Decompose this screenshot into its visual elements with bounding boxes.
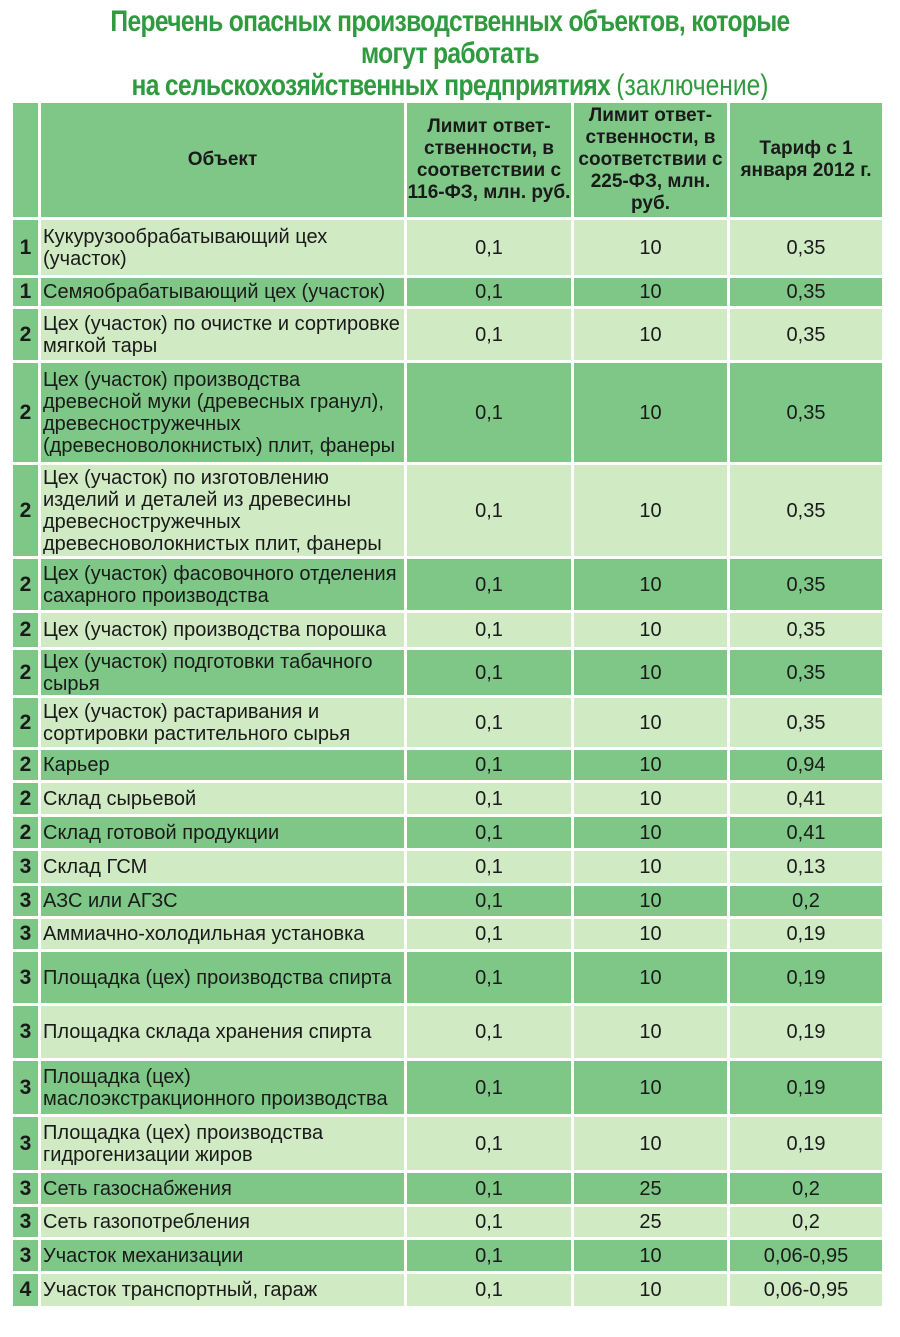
cell-limit-225: 10: [573, 558, 729, 612]
cell-limit-225: 10: [573, 649, 729, 697]
cell-limit-116: 0,1: [406, 219, 573, 277]
title-suffix: (заключение): [616, 69, 769, 102]
cell-hazard-class: 3: [12, 1172, 40, 1206]
cell-limit-225: 25: [573, 1172, 729, 1206]
cell-limit-225: 10: [573, 749, 729, 782]
cell-tariff: 0,19: [729, 951, 884, 1005]
table-row: [12, 918, 884, 951]
table-row: [12, 816, 884, 850]
cell-limit-116: 0,1: [406, 277, 573, 308]
cell-object: Склад ГСМ: [40, 850, 406, 885]
cell-hazard-class: 3: [12, 1239, 40, 1273]
table-row: [12, 649, 884, 697]
cell-limit-225: 25: [573, 1206, 729, 1239]
cell-limit-225: 10: [573, 308, 729, 362]
table-header-row: [12, 102, 884, 219]
cell-limit-116: 0,1: [406, 1116, 573, 1172]
cell-limit-225: 10: [573, 850, 729, 885]
cell-limit-225: 10: [573, 1005, 729, 1060]
cell-hazard-class: 1: [12, 277, 40, 308]
cell-limit-116: 0,1: [406, 612, 573, 649]
table-row: [12, 1116, 884, 1172]
table-row: [12, 697, 884, 749]
title-line-1: Перечень опасных производственных объектов, которые могут работать: [110, 5, 790, 70]
cell-limit-225: 10: [573, 362, 729, 464]
header-tariff: Тариф с 1 января 2012 г.: [729, 102, 884, 219]
cell-limit-116: 0,1: [406, 1273, 573, 1308]
cell-object: Цех (участок) фасовочного отделения сахарного производства: [40, 558, 406, 612]
cell-tariff: 0,35: [729, 649, 884, 697]
cell-hazard-class: 3: [12, 1005, 40, 1060]
table-row: [12, 362, 884, 464]
cell-limit-116: 0,1: [406, 1005, 573, 1060]
header-num: [12, 102, 40, 219]
cell-object: Площадка (цех) производства гидрогенизации жиров: [40, 1116, 406, 1172]
cell-hazard-class: 3: [12, 885, 40, 918]
cell-object: Цех (участок) по изготовлению изделий и деталей из древесины древесностружечных древесноволокнистых плит, фанеры: [40, 464, 406, 558]
cell-tariff: 0,35: [729, 558, 884, 612]
cell-tariff: 0,35: [729, 464, 884, 558]
cell-limit-225: 10: [573, 1060, 729, 1116]
cell-tariff: 0,94: [729, 749, 884, 782]
table-row: [12, 1273, 884, 1308]
cell-limit-225: 10: [573, 1239, 729, 1273]
cell-hazard-class: 3: [12, 918, 40, 951]
table-row: [12, 1172, 884, 1206]
table-row: [12, 1005, 884, 1060]
objects-table: [10, 100, 885, 1309]
objects-table-container: [10, 100, 882, 1309]
cell-limit-225: 10: [573, 464, 729, 558]
page-title: [89, 6, 811, 102]
cell-hazard-class: 2: [12, 697, 40, 749]
cell-object: Площадка (цех) маслоэкстракционного производства: [40, 1060, 406, 1116]
cell-limit-116: 0,1: [406, 308, 573, 362]
cell-tariff: 0,35: [729, 277, 884, 308]
cell-object: Склад сырьевой: [40, 782, 406, 816]
cell-object: Семяобрабатывающий цех (участок): [40, 277, 406, 308]
header-limit-225: Лимит ответ-ственности, в соответствии с 225-ФЗ, млн. руб.: [573, 102, 729, 219]
table-row: [12, 558, 884, 612]
cell-limit-116: 0,1: [406, 1060, 573, 1116]
cell-limit-116: 0,1: [406, 850, 573, 885]
cell-limit-116: 0,1: [406, 362, 573, 464]
cell-limit-225: 10: [573, 816, 729, 850]
table-row: [12, 850, 884, 885]
cell-object: Цех (участок) подготовки табачного сырья: [40, 649, 406, 697]
cell-tariff: 0,35: [729, 697, 884, 749]
cell-limit-225: 10: [573, 612, 729, 649]
cell-limit-225: 10: [573, 697, 729, 749]
title-line-2: [89, 70, 811, 102]
table-row: [12, 951, 884, 1005]
cell-tariff: 0,19: [729, 918, 884, 951]
cell-object: Участок механизации: [40, 1239, 406, 1273]
cell-hazard-class: 3: [12, 1060, 40, 1116]
table-row: [12, 885, 884, 918]
cell-hazard-class: 2: [12, 362, 40, 464]
cell-object: Цех (участок) производства порошка: [40, 612, 406, 649]
cell-object: Сеть газопотребления: [40, 1206, 406, 1239]
cell-hazard-class: 2: [12, 464, 40, 558]
cell-tariff: 0,19: [729, 1060, 884, 1116]
table-row: [12, 219, 884, 277]
cell-limit-225: 10: [573, 885, 729, 918]
cell-limit-116: 0,1: [406, 558, 573, 612]
cell-tariff: 0,35: [729, 612, 884, 649]
cell-object: Площадка склада хранения спирта: [40, 1005, 406, 1060]
cell-hazard-class: 2: [12, 649, 40, 697]
cell-object: Склад готовой продукции: [40, 816, 406, 850]
cell-object: Цех (участок) по очистке и сортировке мягкой тары: [40, 308, 406, 362]
table-row: [12, 612, 884, 649]
cell-limit-116: 0,1: [406, 697, 573, 749]
cell-limit-225: 10: [573, 1116, 729, 1172]
cell-tariff: 0,06-0,95: [729, 1239, 884, 1273]
cell-hazard-class: 2: [12, 816, 40, 850]
cell-limit-116: 0,1: [406, 1239, 573, 1273]
cell-object: Кукурузообрабатывающий цех (участок): [40, 219, 406, 277]
cell-hazard-class: 2: [12, 782, 40, 816]
cell-limit-225: 10: [573, 918, 729, 951]
header-limit-116: Лимит ответ-ственности, в соответствии с 116-ФЗ, млн. руб.: [406, 102, 573, 219]
cell-limit-116: 0,1: [406, 464, 573, 558]
cell-limit-116: 0,1: [406, 649, 573, 697]
cell-tariff: 0,19: [729, 1005, 884, 1060]
cell-hazard-class: 2: [12, 308, 40, 362]
cell-object: Сеть газоснабжения: [40, 1172, 406, 1206]
cell-object: Цех (участок) растаривания и сортировки растительного сырья: [40, 697, 406, 749]
cell-hazard-class: 3: [12, 850, 40, 885]
table-row: [12, 1060, 884, 1116]
table-row: [12, 782, 884, 816]
title-line-2-main: на сельскохозяйственных предприятиях: [131, 69, 611, 102]
cell-limit-225: 10: [573, 277, 729, 308]
cell-limit-116: 0,1: [406, 951, 573, 1005]
cell-tariff: 0,35: [729, 362, 884, 464]
cell-hazard-class: 4: [12, 1273, 40, 1308]
cell-tariff: 0,35: [729, 308, 884, 362]
cell-object: Аммиачно-холодильная установка: [40, 918, 406, 951]
cell-tariff: 0,35: [729, 219, 884, 277]
cell-hazard-class: 3: [12, 1116, 40, 1172]
table-row: [12, 308, 884, 362]
cell-limit-225: 10: [573, 219, 729, 277]
cell-object: Участок транспортный, гараж: [40, 1273, 406, 1308]
cell-tariff: 0,2: [729, 1172, 884, 1206]
cell-tariff: 0,13: [729, 850, 884, 885]
cell-limit-116: 0,1: [406, 1206, 573, 1239]
table-body: [12, 219, 884, 1308]
cell-tariff: 0,06-0,95: [729, 1273, 884, 1308]
cell-limit-225: 10: [573, 951, 729, 1005]
cell-object: Площадка (цех) производства спирта: [40, 951, 406, 1005]
table-row: [12, 277, 884, 308]
cell-tariff: 0,41: [729, 816, 884, 850]
cell-tariff: 0,2: [729, 885, 884, 918]
table-row: [12, 1206, 884, 1239]
cell-limit-116: 0,1: [406, 782, 573, 816]
cell-limit-225: 10: [573, 782, 729, 816]
cell-hazard-class: 3: [12, 1206, 40, 1239]
cell-limit-116: 0,1: [406, 816, 573, 850]
cell-object: Карьер: [40, 749, 406, 782]
cell-limit-116: 0,1: [406, 918, 573, 951]
cell-hazard-class: 2: [12, 749, 40, 782]
header-object: Объект: [40, 102, 406, 219]
cell-limit-116: 0,1: [406, 885, 573, 918]
cell-tariff: 0,19: [729, 1116, 884, 1172]
cell-hazard-class: 1: [12, 219, 40, 277]
table-row: [12, 464, 884, 558]
cell-hazard-class: 2: [12, 558, 40, 612]
cell-tariff: 0,2: [729, 1206, 884, 1239]
cell-limit-116: 0,1: [406, 749, 573, 782]
table-row: [12, 749, 884, 782]
table-row: [12, 1239, 884, 1273]
cell-hazard-class: 2: [12, 612, 40, 649]
cell-limit-116: 0,1: [406, 1172, 573, 1206]
cell-limit-225: 10: [573, 1273, 729, 1308]
cell-hazard-class: 3: [12, 951, 40, 1005]
cell-object: АЗС или АГЗС: [40, 885, 406, 918]
cell-tariff: 0,41: [729, 782, 884, 816]
cell-object: Цех (участок) производства древесной муки (древесных гранул), древесностружечных (древесноволокнистых) плит, фанеры: [40, 362, 406, 464]
